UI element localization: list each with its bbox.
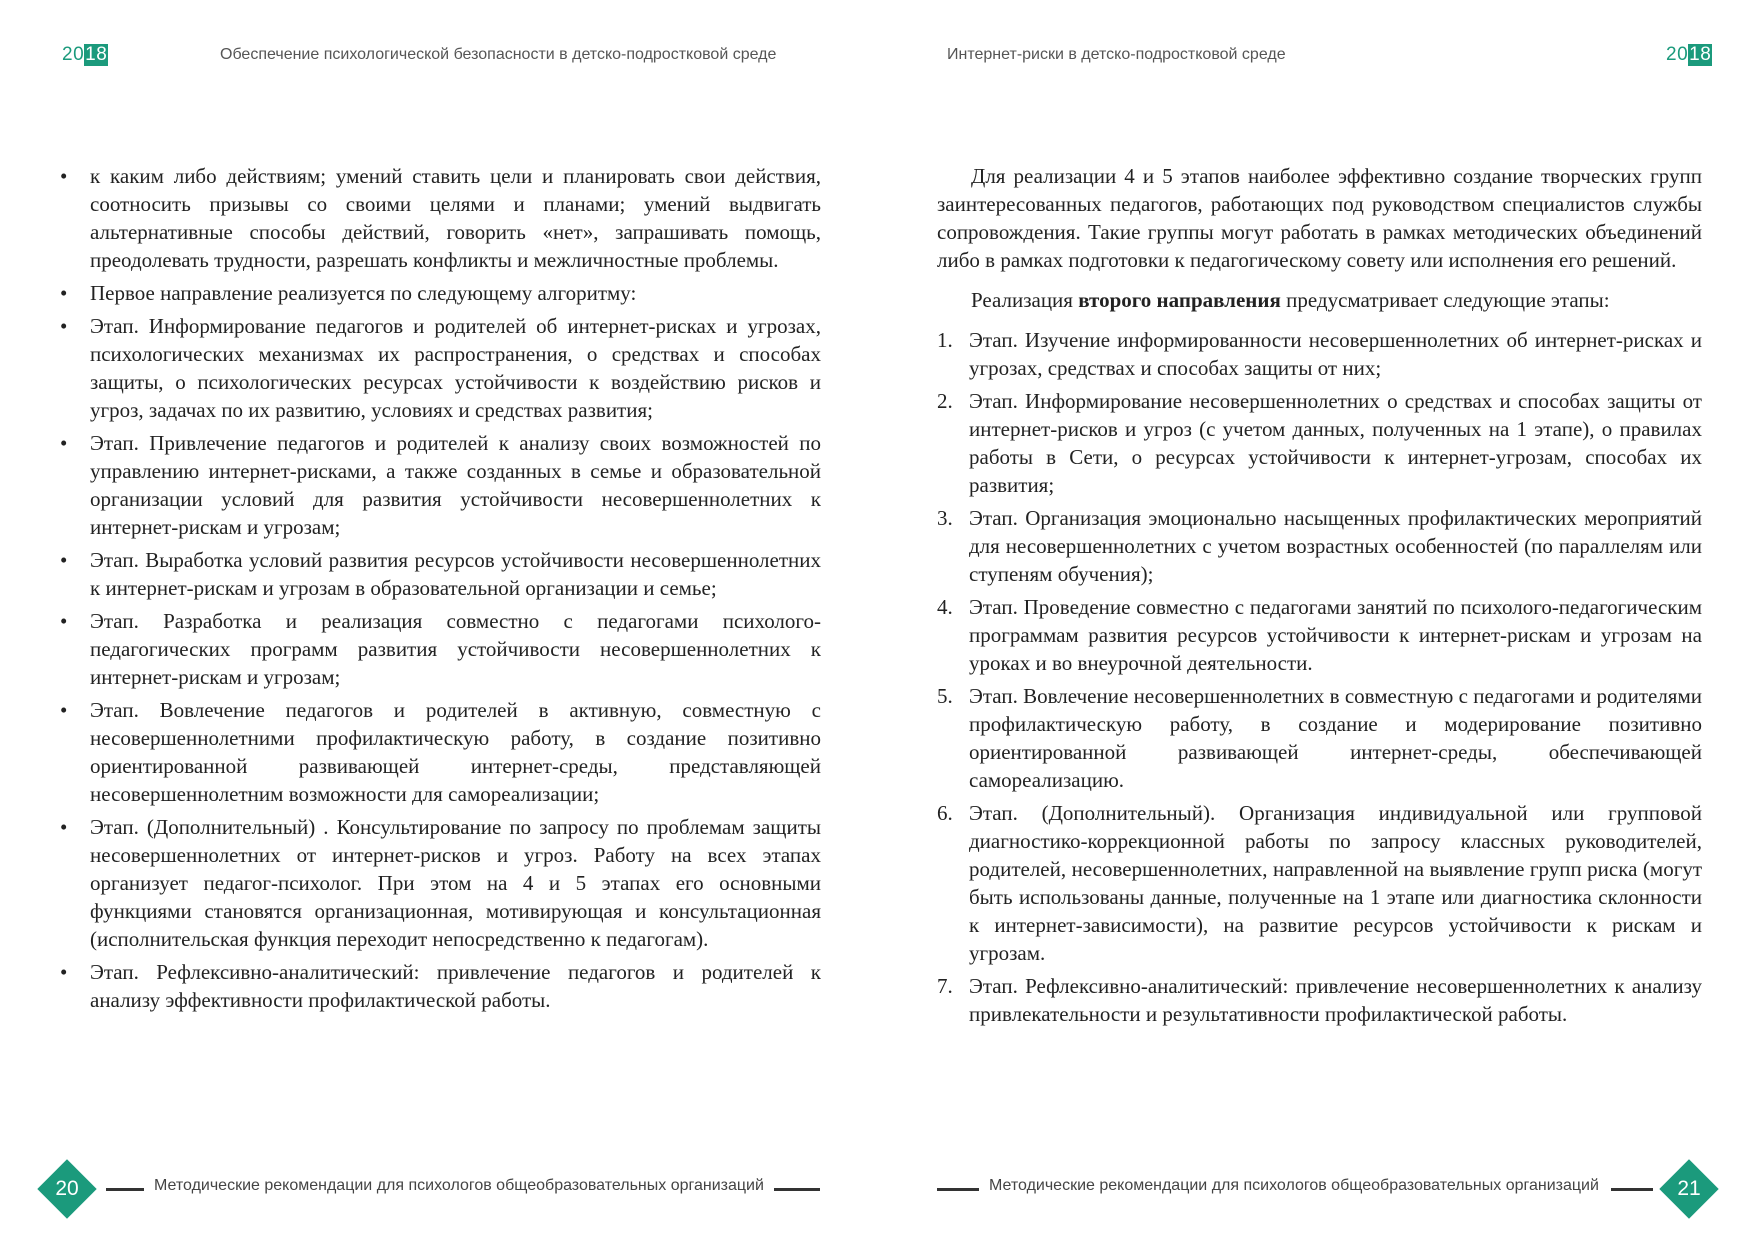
list-item	[937, 799, 1702, 967]
second-direction-paragraph	[937, 286, 1702, 314]
list-item: • Этап. Привлечение педагогов и родителей к анализу своих возможностей по управлению интернет-рисками, а также созданных в семье и образовательной организации условий для развития устойчивости несовершеннолетних к интернет-рискам и угрозам;	[58, 429, 821, 541]
list-item: • к каким либо действиям; умений ставить цели и планировать свои действия, соотносить призывы со своими целями и планами; умений выдвигать альтернативные способы действий, говорить «нет», запрашивать помощь, преодолевать трудности, разрешать конфликты и межличностные проблемы.	[58, 162, 821, 274]
year-label-right	[1666, 44, 1712, 66]
left-page-body	[58, 162, 821, 1019]
step-number: 6.	[937, 801, 953, 825]
step-number: 2.	[937, 389, 953, 413]
footer-text: Методические рекомендации для психологов общеобразовательных организаций	[154, 1177, 764, 1194]
step-number: 1.	[937, 328, 953, 352]
footer-rule	[774, 1188, 820, 1191]
list-item: • Этап. Выработка условий развития ресурсов устойчивости несовершеннолетних к интернет-рискам и угрозам в образовательной организации и семье;	[58, 546, 821, 602]
year-highlight: 18	[1689, 44, 1712, 65]
list-item	[937, 387, 1702, 499]
list-item: • Этап. (Дополнительный) . Консультирование по запросу по проблемам защиты несовершеннолетних от интернет-рисков и угроз. Работу на всех этапах организует педагог-психолог. При этом на 4 и 5 этапах его основными функциями становятся организационная, мотивирующая и консультационная (исполнительская функция переходит непосредственно к педагогам).	[58, 813, 821, 953]
right-page-body	[937, 162, 1702, 1033]
numbered-steps-list	[937, 326, 1702, 1028]
step-text: Этап. Информирование несовершеннолетних о средствах и способах защиты от интернет-рисков и угроз (с учетом данных, полученных на 1 этапе), о правилах работы в Сети, о ресурсах устойчивости к интернет-угрозам, способах их развития;	[969, 389, 1702, 497]
list-item: • Первое направление реализуется по следующему алгоритму:	[58, 279, 821, 307]
list-item	[937, 593, 1702, 677]
footer-rule	[1611, 1188, 1653, 1191]
bullet-list	[58, 162, 821, 1014]
second-direction-prefix: Реализация	[971, 288, 1079, 312]
step-number: 3.	[937, 506, 953, 530]
page-number: 20	[55, 1177, 79, 1200]
footer-left	[36, 1168, 826, 1208]
second-direction-bold: второго направления	[1078, 288, 1281, 312]
step-number: 5.	[937, 684, 953, 708]
footer-text: Методические рекомендации для психологов общеобразовательных организаций	[989, 1177, 1599, 1194]
list-item	[937, 972, 1702, 1028]
year-prefix: 20	[62, 44, 85, 65]
footer-rule	[937, 1188, 979, 1191]
list-item: • Этап. Рефлексивно-аналитический: привлечение педагогов и родителей к анализу эффективности профилактической работы.	[58, 958, 821, 1014]
step-number: 4.	[937, 595, 953, 619]
footer-right	[937, 1168, 1727, 1208]
list-item: • Этап. Информирование педагогов и родителей об интернет-рисках и угрозах, психологических механизмах их распространения, о средствах и способах защиты, о психологических ресурсах устойчивости к воздействию рисков и угроз, задачах по их развитию, условиях и средствах развития;	[58, 312, 821, 424]
step-number: 7.	[937, 974, 953, 998]
step-text: Этап. Рефлексивно-аналитический: привлечение несовершеннолетних к анализу привлекательности и результативности профилактической работы.	[969, 974, 1702, 1026]
step-text: Этап. Изучение информированности несовершеннолетних об интернет-рисках и угрозах, средствах и способах защиты от них;	[969, 328, 1702, 380]
list-item	[937, 504, 1702, 588]
list-item	[937, 682, 1702, 794]
list-item: • Этап. Разработка и реализация совместно с педагогами психолого-педагогических программ развития устойчивости несовершеннолетних к интернет-рискам и угрозам;	[58, 607, 821, 691]
step-text: Этап. Вовлечение несовершеннолетних в совместную с педагогами и родителями профилактическую работу, в создание и модерирование позитивно ориентированной развивающей интернет-среды, обеспечивающей самореализацию.	[969, 684, 1702, 792]
year-label-left	[62, 44, 108, 66]
second-direction-suffix: предусматривает следующие этапы:	[1280, 288, 1610, 312]
list-item	[937, 326, 1702, 382]
year-highlight: 18	[85, 44, 108, 65]
page-number: 21	[1677, 1177, 1701, 1200]
running-title-left: Обеспечение психологической безопасности в детско-подростковой среде	[220, 46, 777, 63]
year-prefix: 20	[1666, 44, 1689, 65]
list-item: • Этап. Вовлечение педагогов и родителей в активную, совместную с несовершеннолетними профилактическую работу, в создание позитивно ориентированной развивающей интернет-среды, представляющей несовершеннолетним возможности для самореализации;	[58, 696, 821, 808]
step-text: Этап. (Дополнительный). Организация индивидуальной или групповой диагностико-коррекционной работы по запросу классных руководителей, родителей, несовершеннолетних, направленной на выявление групп риска (могут быть использованы данные, полученные на 1 этапе или диагностика склонности к интернет-зависимости), на развитие ресурсов устойчивости к рискам и угрозам.	[969, 801, 1702, 965]
intro-paragraph: Для реализации 4 и 5 этапов наиболее эффективно создание творческих групп заинтересованных педагогов, работающих под руководством специалистов службы сопровождения. Такие группы могут работать в рамках методических объединений либо в рамках подготовки к педагогическому совету или исполнения его решений.	[937, 164, 1702, 272]
step-text: Этап. Проведение совместно с педагогами занятий по психолого-педагогическим программам развития ресурсов устойчивости к интернет-рискам и угрозам на уроках и во внеурочной деятельности.	[969, 595, 1702, 675]
step-text: Этап. Организация эмоционально насыщенных профилактических мероприятий для несовершеннолетних с учетом возрастных особенностей (по параллелям или ступеням обучения);	[969, 506, 1702, 586]
footer-rule	[106, 1188, 144, 1191]
running-title-right: Интернет-риски в детско-подростковой среде	[947, 46, 1286, 63]
